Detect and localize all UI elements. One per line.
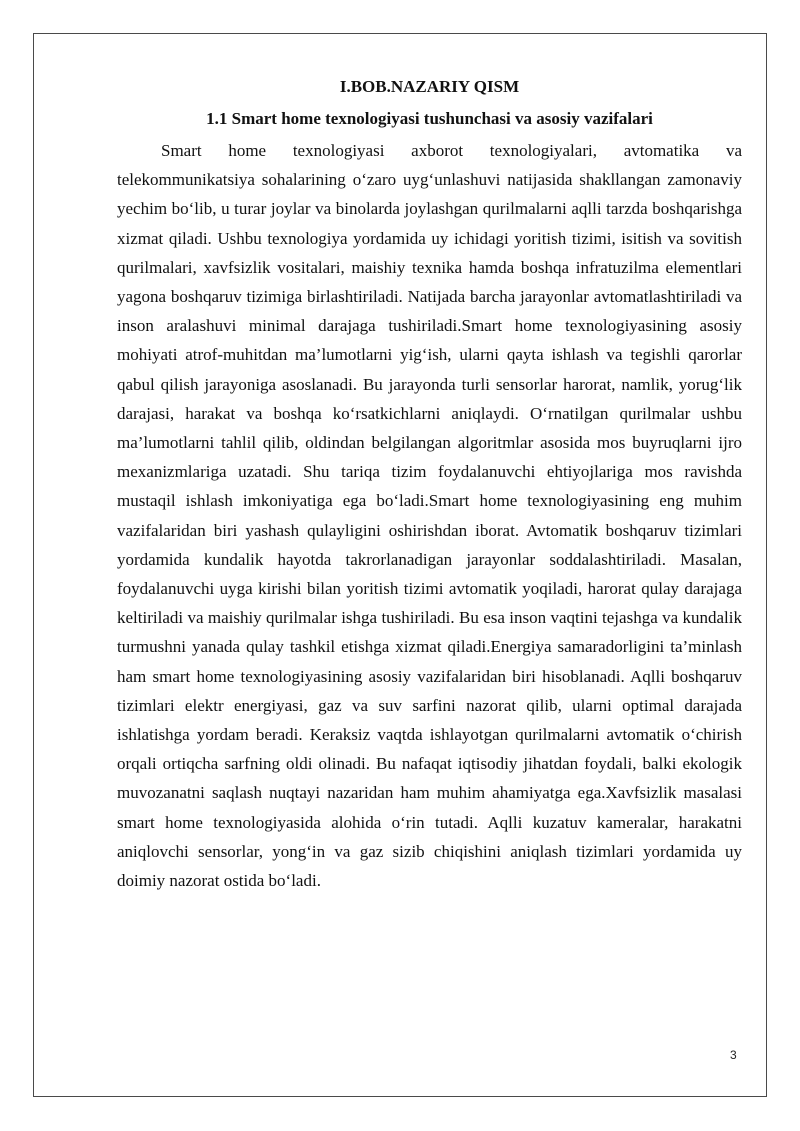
chapter-title: I.BOB.NAZARIY QISM <box>339 77 520 96</box>
page-content <box>117 74 742 895</box>
page-number: 3 <box>730 1048 737 1062</box>
body-paragraph: Smart home texnologiyasi axborot texnologiyalari, avtomatika va telekommunikatsiya sohalarining o‘zaro uyg‘unlashuvi natijasida shakllangan zamonaviy yechim bo‘lib, u turar joylar va binolarda joylashgan qurilmalarni aqlli tarzda boshqarishga xizmat qiladi. Ushbu texnologiya yordamida uy ichidagi yoritish tizimi, isitish va sovitish qurilmalari, xavfsizlik vositalari, maishiy texnika hamda boshqa infratuzilma elementlari yagona boshqaruv tizimiga birlashtiriladi. Natijada barcha jarayonlar avtomatlashtiriladi va inson aralashuvi minimal darajaga tushiriladi.Smart home texnologiyasining asosiy mohiyati atrof-muhitdan ma’lumotlarni yig‘ish, ularni qayta ishlash va tegishli qarorlar qabul qilish jarayoniga asoslanadi. Bu jarayonda turli sensorlar harorat, namlik, yorug‘lik darajasi, harakat va boshqa ko‘rsatkichlarni aniqlaydi. O‘rnatilgan qurilmalar ushbu ma’lumotlarni tahlil qilib, oldindan belgilangan algoritmlar asosida mos buyruqlarni ijro mexanizmlariga uzatadi. Shu tariqa tizim foydalanuvchi ehtiyojlariga mos ravishda mustaqil ishlash imkoniyatiga ega bo‘ladi.Smart home texnologiyasining eng muhim vazifalaridan biri yashash qulayligini oshirishdan iborat. Avtomatik boshqaruv tizimlari yordamida kundalik hayotda takrorlanadigan jarayonlar soddalashtiriladi. Masalan, foydalanuvchi uyga kirishi bilan yoritish tizimi avtomatik yoqiladi, harorat qulay darajaga keltiriladi va maishiy qurilmalar ishga tushiriladi. Bu esa inson vaqtini tejashga va kundalik turmushni yanada qulay tashkil etishga xizmat qiladi.Energiya samaradorligini ta’minlash ham smart home texnologiyasining asosiy vazifalaridan biri hisoblanadi. Aqlli boshqaruv tizimlari elektr energiyasi, gaz va suv sarfini nazorat qilib, ularni optimal darajada ishlatishga yordam beradi. Keraksiz vaqtda ishlayotgan qurilmalarni avtomatik o‘chirish orqali ortiqcha sarfning oldi olinadi. Bu nafaqat iqtisodiy jihatdan foydali, balki ekologik muvozanatni saqlash nuqtayi nazaridan ham muhim ahamiyatga ega.Xavfsizlik masalasi smart home texnologiyasida alohida o‘rin tutadi. Aqlli kuzatuv kameralar, harakatni aniqlovchi sensorlar, yong‘in va gaz sizib chiqishini aniqlash tizimlari yordamida uy doimiy nazorat ostida bo‘ladi. <box>117 141 742 891</box>
section-title: 1.1 Smart home texnologiyasi tushunchasi va asosiy vazifalari <box>206 109 653 128</box>
